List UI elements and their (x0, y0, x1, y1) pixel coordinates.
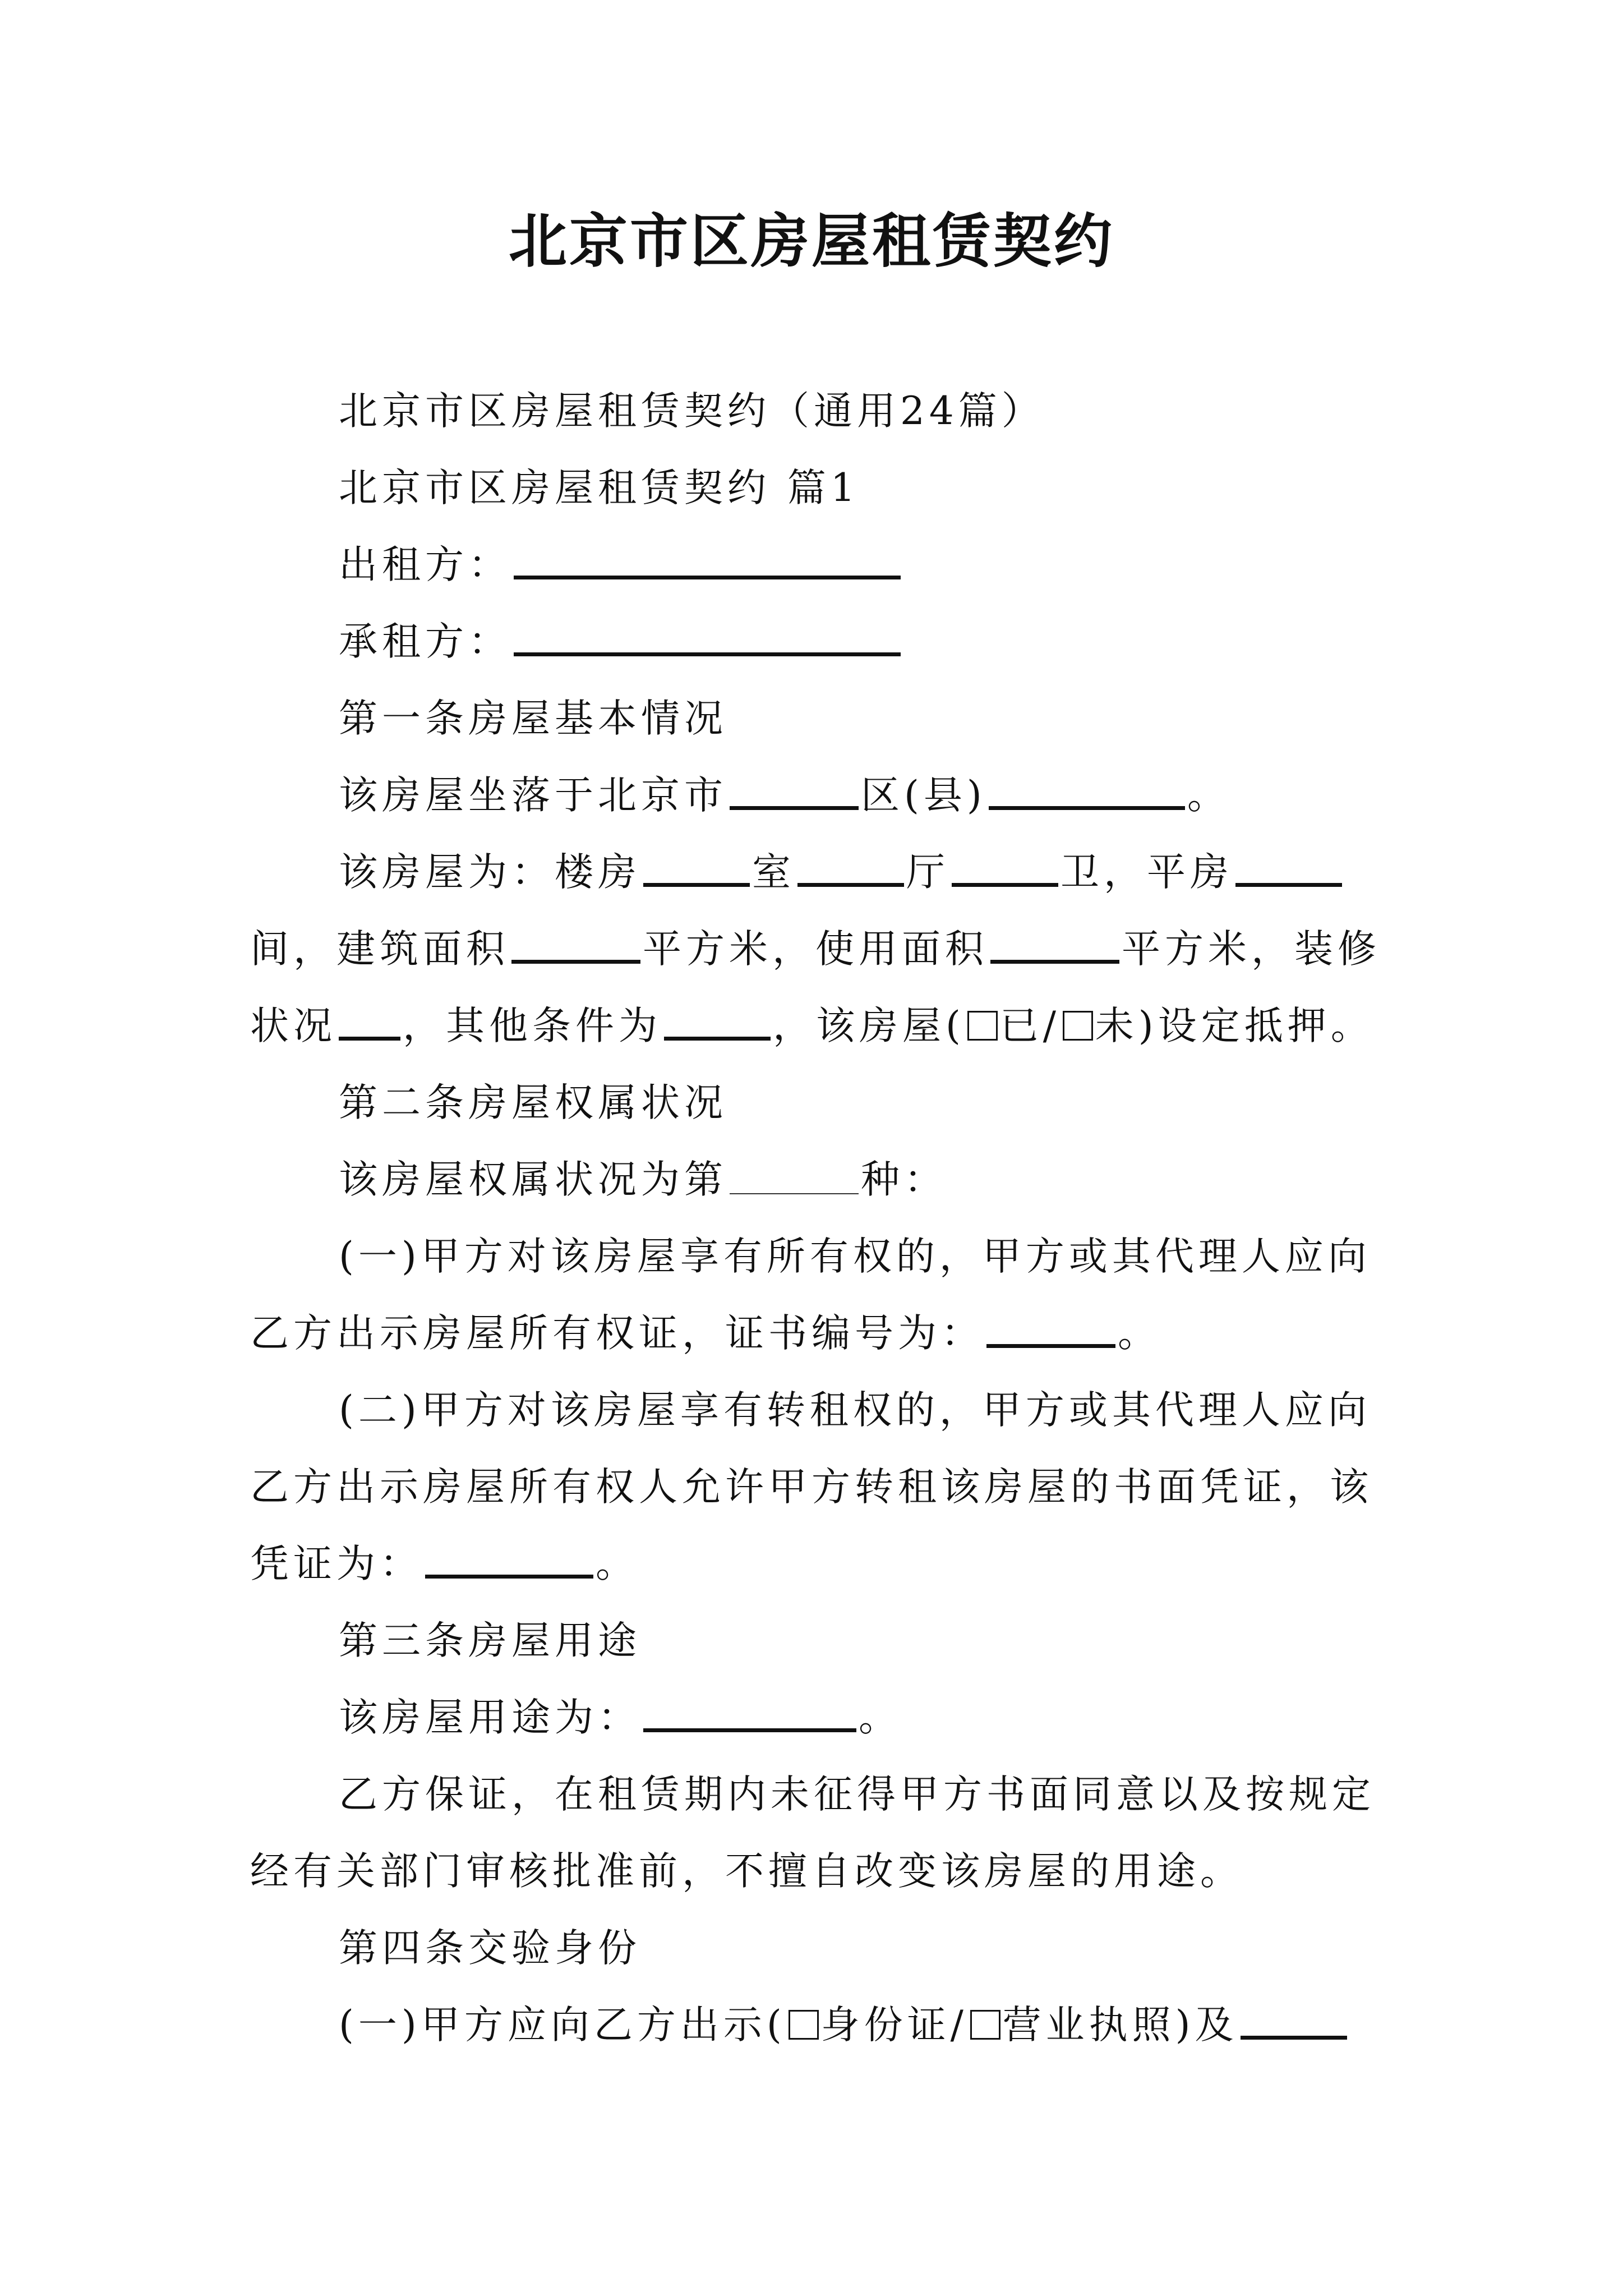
article1-location: 该房屋坐落于北京市 区(县) 。 (250, 757, 1390, 834)
bath-count-blank (952, 848, 1058, 887)
sublease-proof-blank (425, 1540, 593, 1579)
ownership-type-blank (730, 1158, 859, 1194)
address-blank (989, 771, 1185, 810)
lessee-blank (514, 618, 901, 656)
article2-item2: (二)甲方对该房屋享有转租权的，甲方或其代理人应向乙方出示房屋所有权人允许甲方转租该房屋的书面凭证，该凭证为： 。 (250, 1388, 1373, 1586)
usable-area-blank (990, 925, 1119, 964)
building-area-blank (511, 925, 640, 964)
hall-count-blank (797, 848, 904, 887)
lessor-blank (514, 541, 901, 579)
lessor-line: 出租方： (250, 527, 1390, 604)
article4-item1: (一)甲方应向乙方出示( 身份证/ 营业执照)及 (250, 1987, 1390, 2064)
article1-heading: 第一条房屋基本情况 (339, 696, 727, 741)
article4-heading: 第四条交验身份 (339, 1926, 641, 1971)
documents-blank (1241, 2001, 1347, 2040)
room-count-blank (643, 848, 750, 887)
article2-status: 该房屋权属状况为第 种： (339, 1157, 947, 1202)
business-license-checkbox (970, 2010, 1000, 2040)
other-conditions-blank (664, 1002, 771, 1041)
lessee-line: 承租方： (250, 604, 1390, 680)
id-card-checkbox (789, 2010, 819, 2040)
bungalow-count-blank (1235, 848, 1342, 887)
section-heading: 北京市区房屋租赁契约 篇1 (339, 466, 860, 510)
article3-use: 该房屋用途为： 。 (250, 1680, 1390, 1756)
article2-heading: 第二条房屋权属状况 (339, 1080, 727, 1125)
mortgage-no-checkbox (1063, 1011, 1093, 1041)
subtitle: 北京市区房屋租赁契约（通用24篇） (339, 389, 1045, 434)
article3-guarantee: 乙方保证，在租赁期内未征得甲方书面同意以及按规定经有关部门审核批准前，不擅自改变该房屋的用途。 (250, 1772, 1375, 1894)
article2-item1: (一)甲方对该房屋享有所有权的，甲方或其代理人应向乙方出示房屋所有权证，证书编号为： 。 (250, 1234, 1371, 1356)
article1-description: 该房屋为：楼房 室 厅 卫，平房间，建筑面积 平方米，使用面积 平方米，装修状况 ，其他条件为 ，该房屋( 已/ 未)设定抵押。 (250, 834, 1390, 1065)
decoration-blank (339, 1002, 400, 1041)
certificate-number-blank (986, 1309, 1115, 1348)
article3-heading: 第三条房屋用途 (339, 1618, 641, 1663)
usage-blank (643, 1694, 856, 1732)
document-title: 北京市区房屋租赁契约 (508, 206, 1114, 275)
mortgage-yes-checkbox (967, 1011, 998, 1041)
district-blank (730, 771, 859, 810)
document-body (250, 373, 1390, 2064)
